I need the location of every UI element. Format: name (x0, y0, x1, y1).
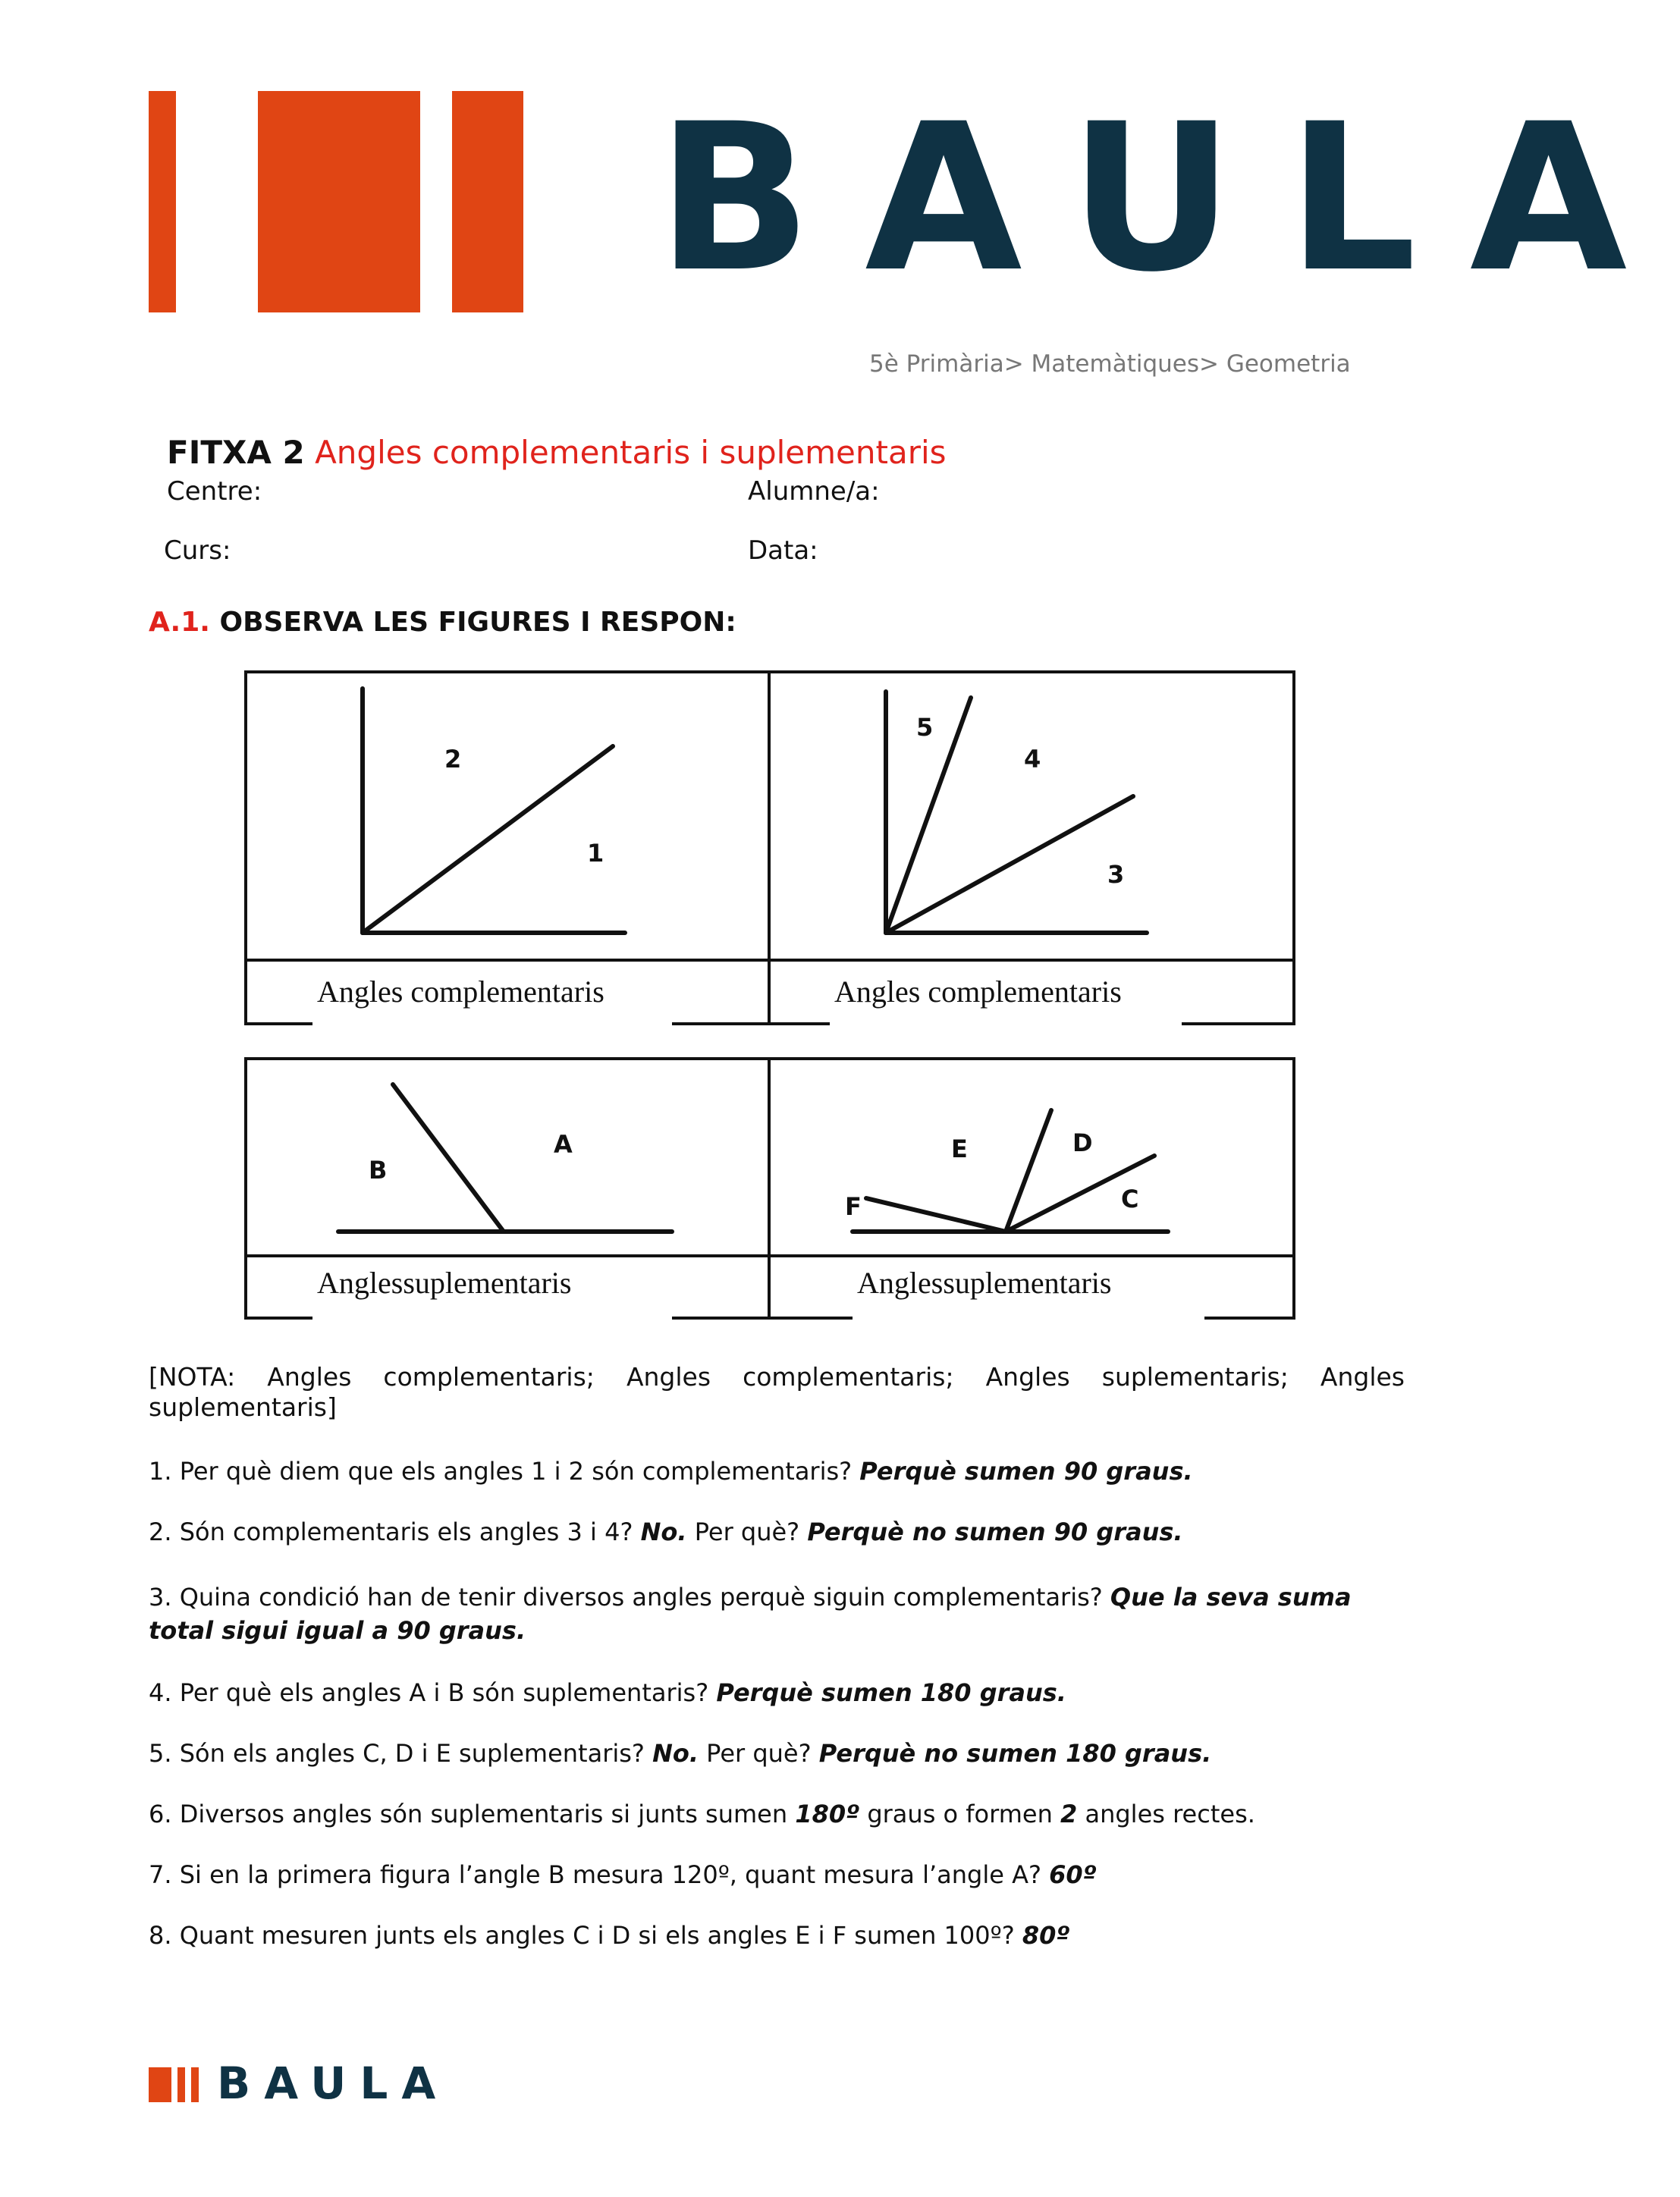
footer-logo-bar-thin (177, 2067, 185, 2102)
angle-label-5: 5 (916, 713, 934, 742)
question-2 (149, 1515, 1408, 1549)
section-heading (149, 607, 736, 638)
answer-text: Perquè sumen 90 graus. (859, 1457, 1193, 1486)
note: [NOTA: Angles complementaris; Angles complementaris; Angles suplementaris; Angles suplementaris] (149, 1362, 1405, 1422)
question-text: 1. Per què diem que els angles 1 i 2 són complementaris? (149, 1457, 853, 1486)
fitxa-subject: Angles complementaris i suplementaris (315, 434, 947, 471)
page-title (167, 434, 947, 471)
question-text: 8. Quant mesuren junts els angles C i D si els angles E i F sumen 100º? (149, 1921, 1015, 1950)
centre-label: Centre: (167, 476, 262, 507)
angle-label-e: E (951, 1135, 968, 1163)
section-title: OBSERVA LES FIGURES I RESPON: (219, 607, 736, 638)
alumne-label: Alumne/a: (748, 476, 880, 507)
question-text: 4. Per què els angles A i B són suplementaris? (149, 1678, 709, 1707)
fitxa-number: FITXA 2 (167, 434, 305, 471)
answer-text: Perquè sumen 180 graus. (716, 1678, 1066, 1707)
fig1-diagonal-ray (363, 746, 613, 933)
question-text: 7. Si en la primera figura l’angle B mesura 120º, quant mesura l’angle A? (149, 1860, 1041, 1889)
question-text: Per què? (694, 1517, 800, 1546)
fig2-shallow-ray (886, 796, 1133, 933)
question-5 (149, 1737, 1408, 1770)
curs-label: Curs: (164, 535, 231, 566)
question-text: 6. Diversos angles són suplementaris si junts sumen (149, 1800, 788, 1828)
angle-label-1: 1 (587, 839, 604, 868)
breadcrumb: 5è Primària> Matemàtiques> Geometria (869, 350, 1351, 378)
angle-label-a: A (554, 1130, 573, 1159)
question-text: 5. Són els angles C, D i E suplementaris? (149, 1739, 645, 1768)
caption-bottom-left: Anglessuplementaris (312, 1262, 672, 1323)
question-text: 2. Són complementaris els angles 3 i 4? (149, 1517, 633, 1546)
question-8 (149, 1919, 1408, 1952)
fig4-ray-f (866, 1198, 1006, 1232)
caption-top-right: Angles complementaris (830, 974, 1182, 1025)
angle-label-3: 3 (1107, 860, 1125, 889)
figures-top-svg (244, 670, 1295, 1025)
figures-bottom (244, 1057, 1295, 1320)
question-3 (149, 1580, 1408, 1647)
data-label: Data: (748, 535, 818, 566)
answer-text: Perquè no sumen 180 graus. (818, 1739, 1212, 1768)
answer-text: 60º (1049, 1860, 1097, 1889)
baula-logo (149, 80, 1680, 317)
angle-label-4: 4 (1024, 745, 1041, 774)
answer-text: 80º (1022, 1921, 1070, 1950)
angle-label-d: D (1072, 1128, 1093, 1157)
footer-logo-bar-thin (191, 2067, 199, 2102)
answer-text: 2 (1060, 1800, 1078, 1828)
section-number: A.1. (149, 607, 210, 638)
footer-logo (149, 2057, 450, 2109)
figures-top (244, 670, 1295, 1025)
answer-text: No. (640, 1517, 687, 1546)
logo-bar-wide (258, 91, 420, 312)
question-text: graus o formen (867, 1800, 1053, 1828)
question-text: Per què? (706, 1739, 812, 1768)
logo-bar-thin (149, 91, 176, 312)
question-4 (149, 1676, 1408, 1709)
answer-text: Perquè no sumen 90 graus. (807, 1517, 1183, 1546)
question-6 (149, 1797, 1408, 1831)
answer-text: 180º (795, 1800, 860, 1828)
footer-logo-text: BAULA (217, 2057, 450, 2109)
caption-bottom-right: Anglessuplementaris (853, 1262, 1204, 1323)
footer-logo-bar (149, 2067, 171, 2102)
angle-label-c: C (1121, 1185, 1139, 1213)
logo-text: BAULA (657, 80, 1680, 317)
answer-text: No. (652, 1739, 699, 1768)
caption-top-left: Angles complementaris (312, 974, 672, 1025)
question-text: 3. Quina condició han de tenir diversos angles perquè siguin complementaris? (149, 1583, 1103, 1612)
question-text: angles rectes. (1085, 1800, 1255, 1828)
question-1 (149, 1455, 1408, 1488)
angle-label-2: 2 (444, 745, 462, 774)
question-7 (149, 1858, 1408, 1891)
angle-label-f: F (845, 1192, 862, 1221)
angle-label-b: B (369, 1156, 388, 1185)
fig3-ray (393, 1084, 504, 1232)
logo-bar-mid (452, 91, 523, 312)
answer-text: Que la seva suma total sigui igual a 90 graus. (149, 1583, 1352, 1645)
